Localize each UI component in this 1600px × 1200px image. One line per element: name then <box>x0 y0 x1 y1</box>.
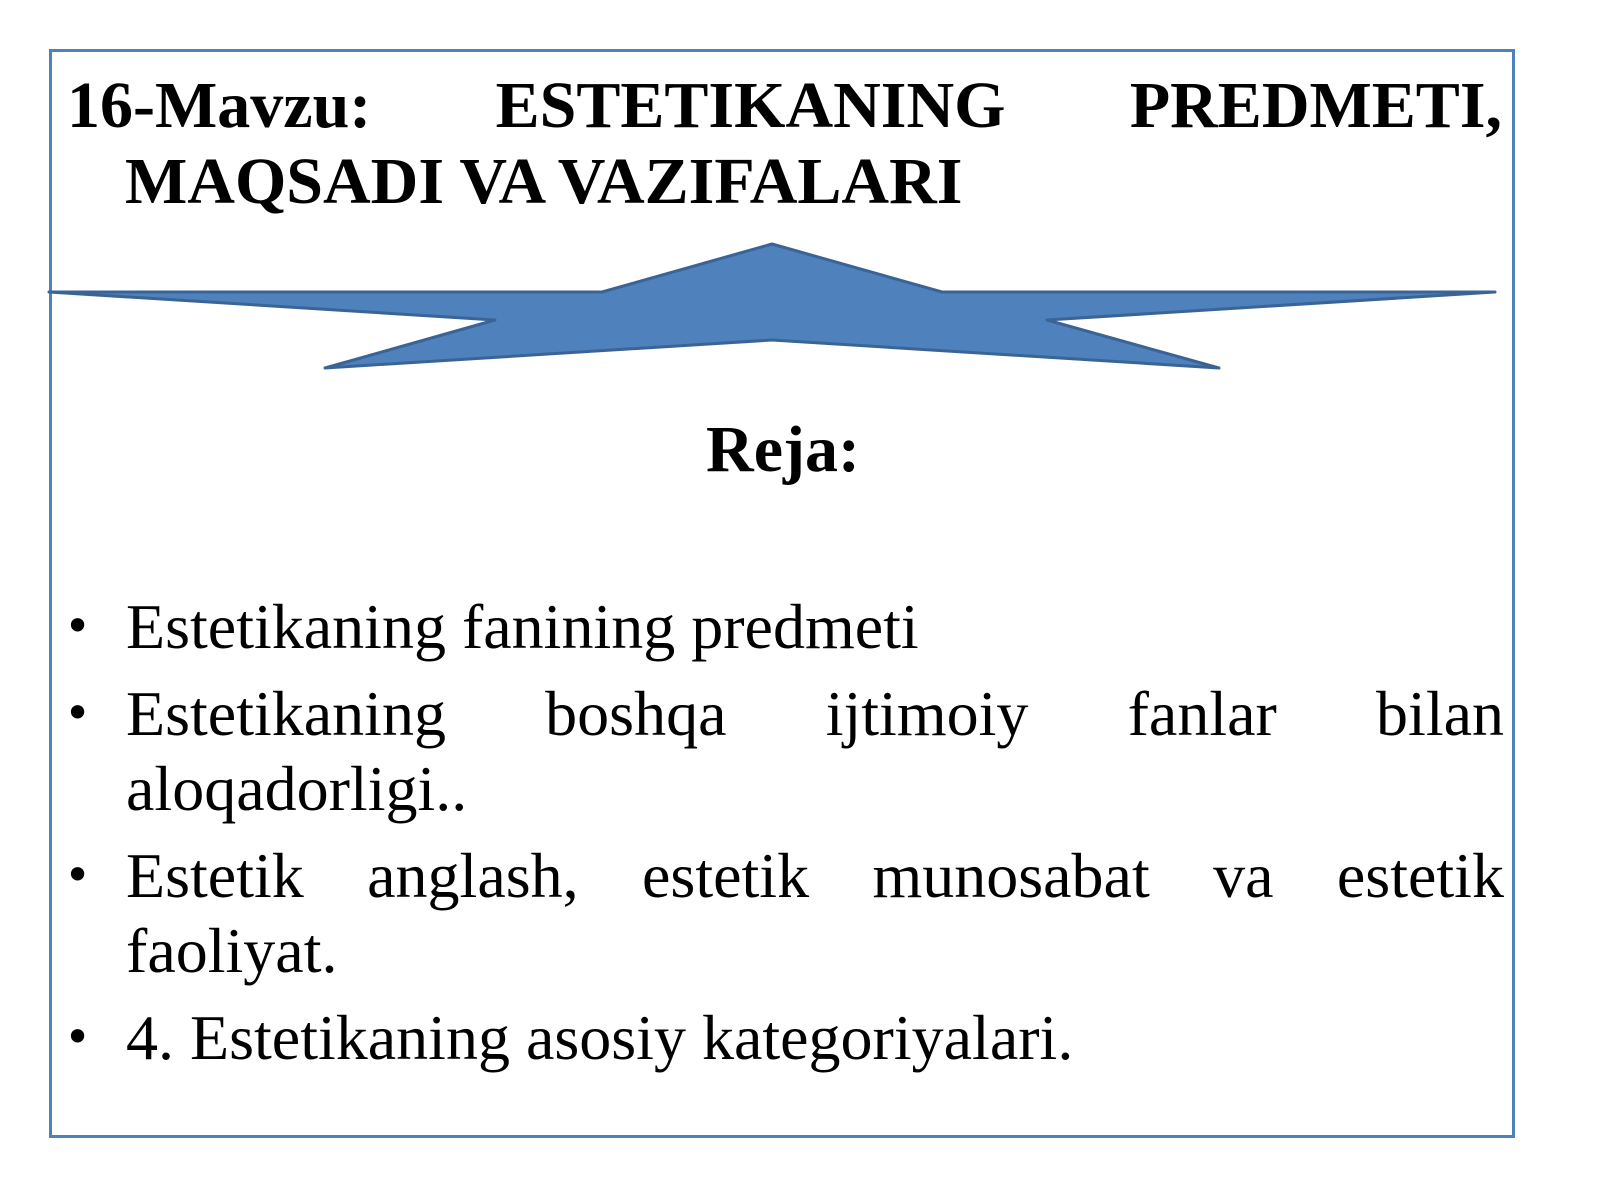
list-item-line: aloqadorligi.. <box>126 753 468 824</box>
plan-heading: Reja: <box>706 413 860 486</box>
list-item-word: estetik <box>1336 840 1504 911</box>
list-item-word: estetik <box>642 840 810 911</box>
list-item-word: Estetik <box>126 840 304 911</box>
title-word: ESTETIKANING <box>495 69 1006 142</box>
bullet-icon: • <box>64 1010 92 1064</box>
list-item-word: Estetikaning <box>126 678 446 749</box>
bullet-icon: • <box>64 686 92 740</box>
title-line-2: MAQSADI VA VAZIFALARI <box>125 145 963 218</box>
list-item <box>64 676 1504 826</box>
list-item-line: faoliyat. <box>126 915 338 986</box>
list-item-word: ijtimoiy <box>825 678 1029 749</box>
list-item-word: boshqa <box>545 678 727 749</box>
list-item-word: anglash, <box>367 840 579 911</box>
title-word: PREDMETI, <box>1129 69 1502 142</box>
list-item-line <box>126 676 1504 751</box>
list-item-text: Estetikaning fanining predmeti <box>126 591 919 662</box>
list-item-word: fanlar <box>1127 678 1277 749</box>
bullet-icon: • <box>64 599 92 653</box>
plan-list <box>64 589 1504 1087</box>
list-item <box>64 838 1504 988</box>
list-item <box>64 1000 1504 1075</box>
list-item-word: bilan <box>1376 678 1504 749</box>
list-item-text: 4. Estetikaning asosiy kategoriyalari. <box>126 1002 1074 1073</box>
title-word: 16-Mavzu: <box>67 69 372 142</box>
list-item-line <box>126 838 1504 913</box>
list-item <box>64 589 1504 664</box>
list-item-word: va <box>1213 840 1274 911</box>
bullet-icon: • <box>64 848 92 902</box>
star-polygon <box>49 244 1495 368</box>
list-item-word: munosabat <box>872 840 1150 911</box>
